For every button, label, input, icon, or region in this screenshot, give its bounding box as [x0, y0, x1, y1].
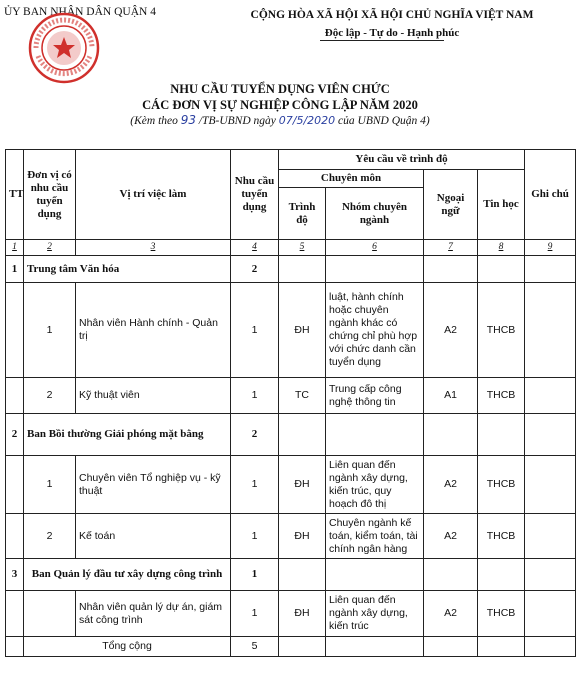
- group-row: [6, 414, 576, 456]
- header-note: Ghi chú: [525, 150, 576, 240]
- table-row: [6, 591, 576, 637]
- row-level: ĐH: [279, 283, 326, 378]
- ref-suffix: của UBND Quận 4): [338, 115, 430, 127]
- group-need: 2: [231, 256, 279, 283]
- table-row: [6, 378, 576, 414]
- row-level: ĐH: [279, 514, 326, 559]
- recruitment-table: [5, 149, 576, 657]
- motto-underline: [320, 40, 444, 41]
- column-index-row: [6, 240, 576, 256]
- document-reference: [20, 113, 540, 127]
- row-it: THCB: [478, 283, 525, 378]
- total-value: 5: [231, 637, 279, 657]
- row-number: [24, 591, 76, 637]
- total-row: [6, 637, 576, 657]
- row-it: THCB: [478, 591, 525, 637]
- row-language: A2: [424, 514, 478, 559]
- col-index: 6: [326, 240, 424, 256]
- title-line-1: NHU CẦU TUYỂN DỤNG VIÊN CHỨC: [170, 82, 390, 96]
- row-language: A2: [424, 283, 478, 378]
- national-header: [232, 6, 552, 42]
- row-it: THCB: [478, 514, 525, 559]
- row-need: 1: [231, 456, 279, 514]
- row-it: THCB: [478, 456, 525, 514]
- ref-number: 93: [180, 113, 197, 127]
- ref-prefix: (Kèm theo: [130, 115, 178, 127]
- col-index: 2: [24, 240, 76, 256]
- group-tt: 3: [6, 559, 24, 591]
- group-need: 2: [231, 414, 279, 456]
- row-level: ĐH: [279, 456, 326, 514]
- row-language: A2: [424, 456, 478, 514]
- col-index: 8: [478, 240, 525, 256]
- header-it: Tin học: [478, 170, 525, 240]
- header-level: Trình độ: [279, 188, 326, 240]
- row-need: 1: [231, 591, 279, 637]
- row-number: 2: [24, 378, 76, 414]
- group-need: 1: [231, 559, 279, 591]
- header-tt: TT: [6, 150, 24, 240]
- row-level: TC: [279, 378, 326, 414]
- row-major: Trung cấp công nghệ thông tin: [326, 378, 424, 414]
- col-index: 9: [525, 240, 576, 256]
- header-unit: Đơn vị có nhu cầu tuyển dụng: [24, 150, 76, 240]
- issuer-name: ỦY BAN NHÂN DÂN QUẬN 4: [4, 6, 156, 18]
- row-major: Liên quan đến ngành xây dựng, kiến trúc, quy hoạch đô thị: [326, 456, 424, 514]
- col-index: 4: [231, 240, 279, 256]
- group-name: Trung tâm Văn hóa: [24, 256, 231, 283]
- header-language: Ngoại ngữ: [424, 170, 478, 240]
- col-index: 7: [424, 240, 478, 256]
- row-need: 1: [231, 378, 279, 414]
- row-major: Liên quan đến ngành xây dựng, kiến trúc: [326, 591, 424, 637]
- row-it: THCB: [478, 378, 525, 414]
- row-number: 1: [24, 283, 76, 378]
- row-need: 1: [231, 283, 279, 378]
- group-tt: 1: [6, 256, 24, 283]
- row-number: 1: [24, 456, 76, 514]
- country-name: CỘNG HÒA XÃ HỘI XÃ HỘI CHỦ NGHĨA VIỆT NAM: [250, 9, 534, 21]
- row-language: A2: [424, 591, 478, 637]
- row-major: Chuyên ngành kế toán, kiểm toán, tài chính ngân hàng: [326, 514, 424, 559]
- title-line-2: CÁC ĐƠN VỊ SỰ NGHIỆP CÔNG LẬP NĂM 2020: [142, 98, 418, 112]
- row-level: ĐH: [279, 591, 326, 637]
- table-row: [6, 514, 576, 559]
- group-row: [6, 256, 576, 283]
- row-position: Nhân viên Hành chính - Quản trị: [76, 283, 231, 378]
- ref-date: 07/5/2020: [278, 114, 336, 127]
- table-row: [6, 456, 576, 514]
- header-specialty: Chuyên môn: [279, 170, 424, 188]
- group-name: Ban Quản lý đầu tư xây dựng công trình: [24, 559, 231, 591]
- col-index: 5: [279, 240, 326, 256]
- group-name: Ban Bồi thường Giải phóng mặt bằng: [24, 414, 231, 456]
- official-seal-icon: [28, 12, 100, 84]
- header-major: Nhóm chuyên ngành: [326, 188, 424, 240]
- col-index: 3: [76, 240, 231, 256]
- document-title: [0, 81, 560, 113]
- row-language: A1: [424, 378, 478, 414]
- group-row: [6, 559, 576, 591]
- total-label: Tổng cộng: [24, 637, 231, 657]
- col-index: 1: [6, 240, 24, 256]
- header-position: Vị trí việc làm: [76, 150, 231, 240]
- group-tt: 2: [6, 414, 24, 456]
- row-position: Kỹ thuật viên: [76, 378, 231, 414]
- table-row: [6, 283, 576, 378]
- row-number: 2: [24, 514, 76, 559]
- ref-middle: /TB-UBND ngày: [198, 115, 276, 127]
- row-need: 1: [231, 514, 279, 559]
- header-requirements: Yêu cầu về trình độ: [279, 150, 525, 170]
- row-position: Nhân viên quản lý dự án, giám sát công trình: [76, 591, 231, 637]
- header-need: Nhu cầu tuyển dụng: [231, 150, 279, 240]
- row-position: Chuyên viên Tổ nghiệp vụ - kỹ thuật: [76, 456, 231, 514]
- national-motto: Độc lập - Tự do - Hạnh phúc: [324, 27, 460, 39]
- row-position: Kế toán: [76, 514, 231, 559]
- row-major: luật, hành chính hoặc chuyên ngành khác có chứng chỉ phù hợp với chức danh cần tuyển dụng: [326, 283, 424, 378]
